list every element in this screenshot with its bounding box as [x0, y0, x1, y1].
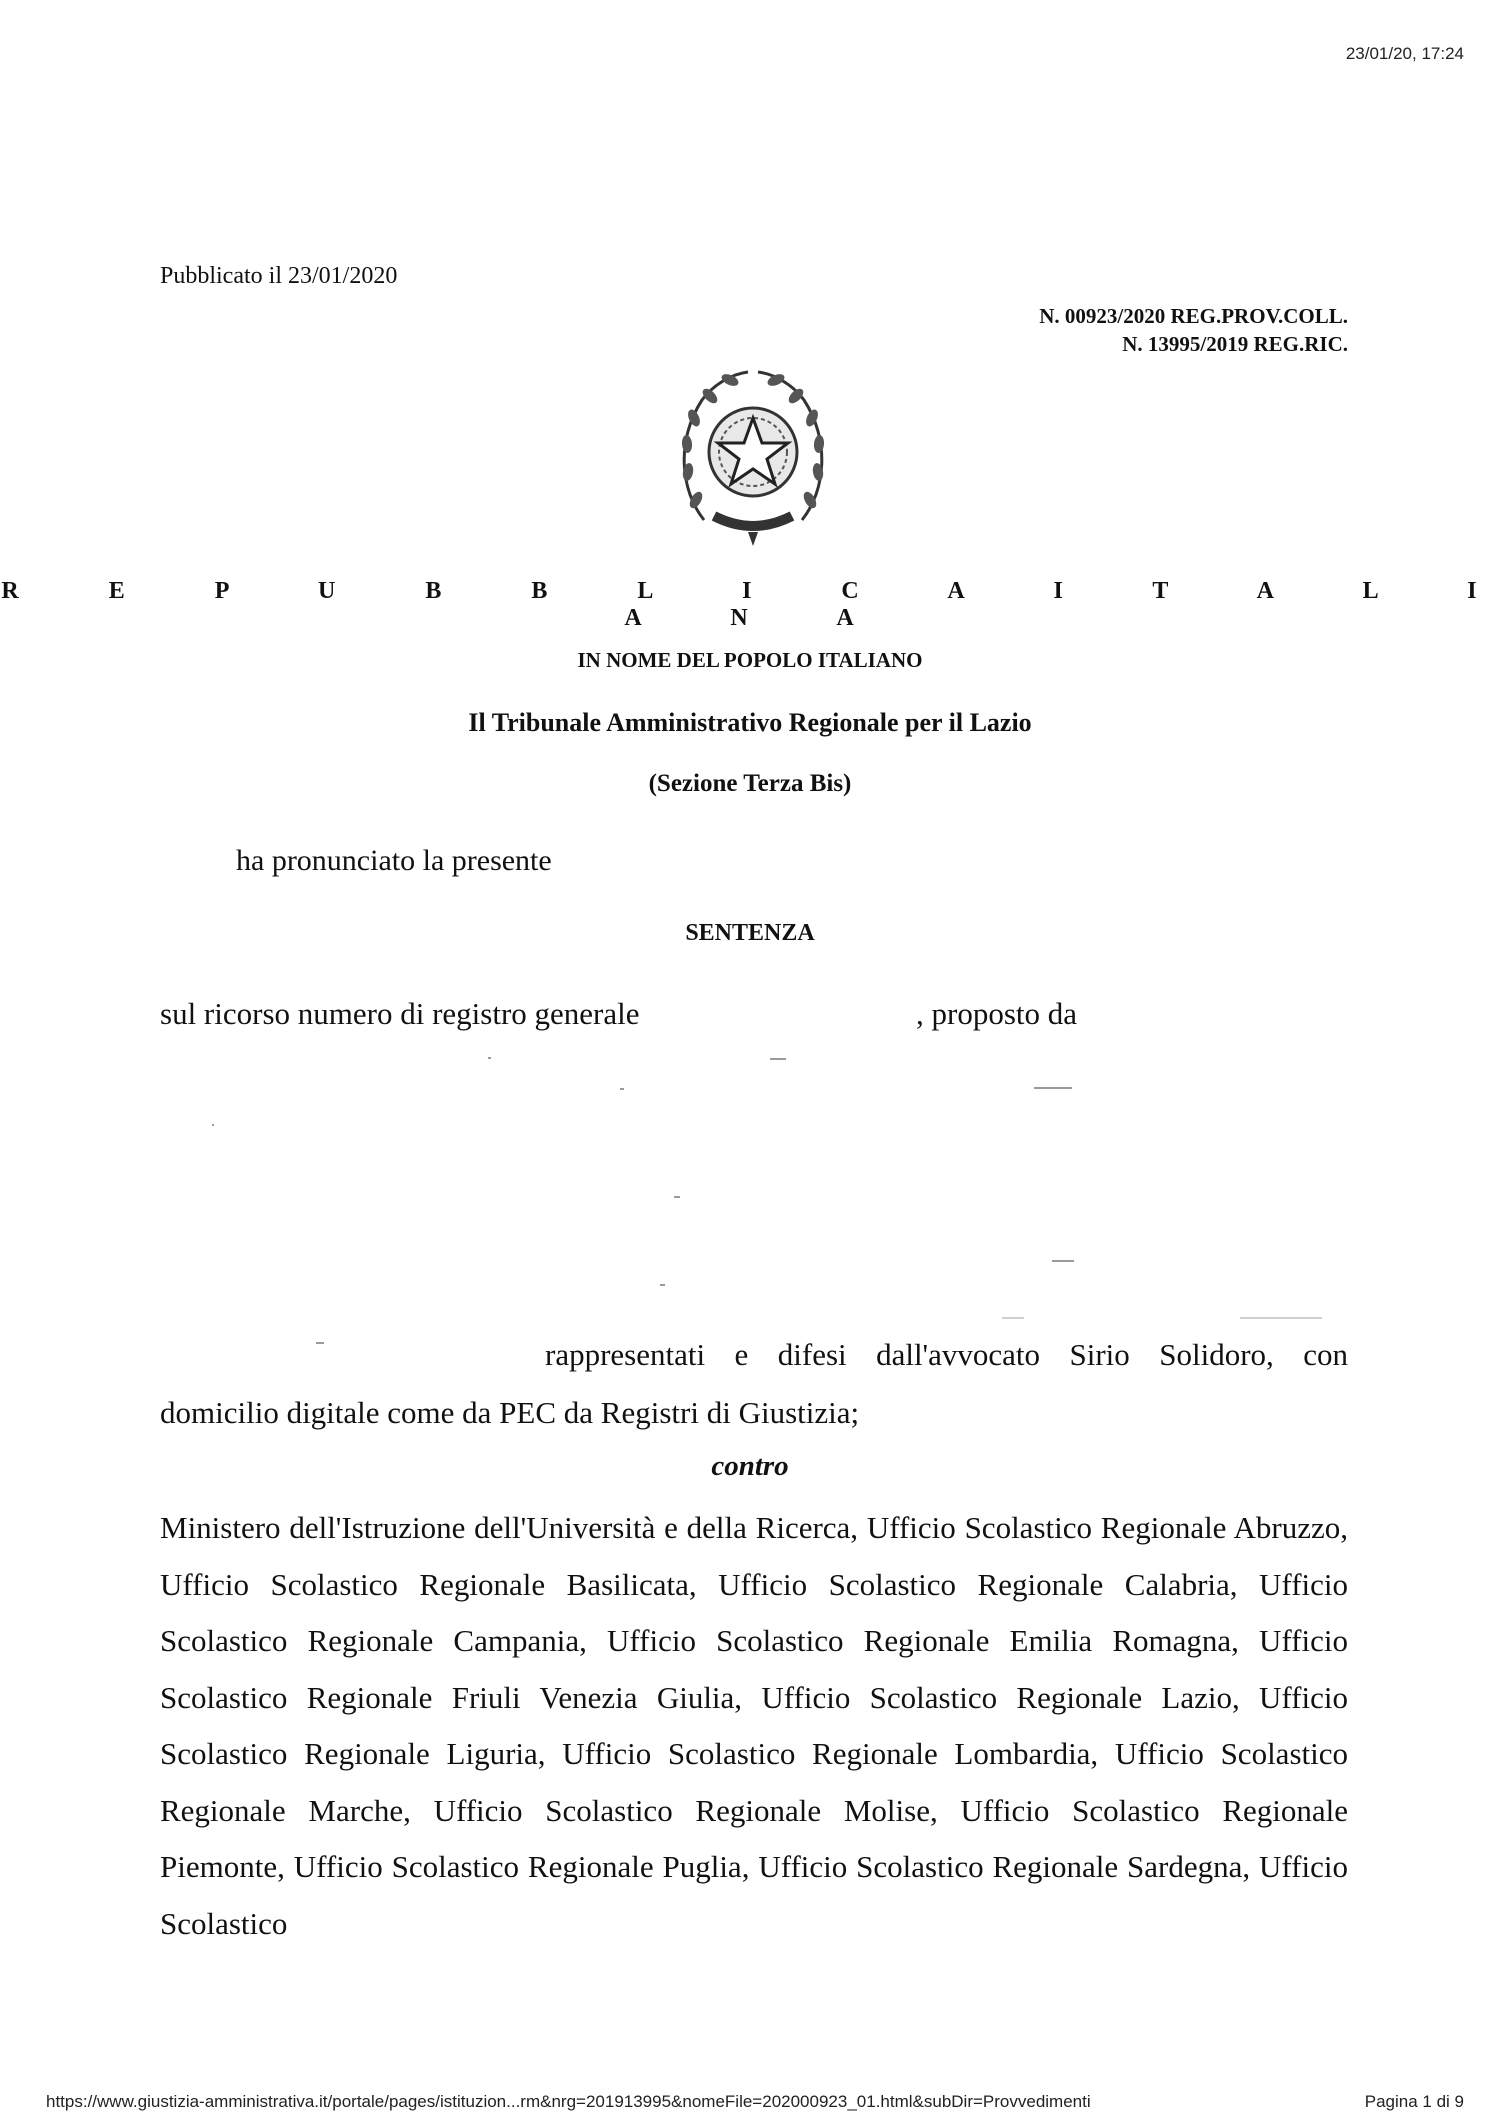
print-timestamp: 23/01/20, 17:24 — [1345, 44, 1464, 63]
redaction-speck — [1240, 1317, 1322, 1319]
repubblica-heading: R E P U B B L I C A I T A L I A N A — [1, 578, 1499, 631]
page-number: Pagina 1 di 9 — [1364, 2092, 1464, 2111]
reg-prov-coll: N. 00923/2020 REG.PROV.COLL. — [1039, 304, 1348, 328]
redaction-speck — [1034, 1087, 1072, 1089]
in-nome-heading: IN NOME DEL POPOLO ITALIANO — [577, 648, 923, 672]
footer-url: https://www.giustizia-amministrativa.it/portale/pages/istituzion...rm&nrg=201913995&nomeFile=202000923_01.html&subDir=Provvedimenti — [46, 2092, 1091, 2111]
redaction-speck — [212, 1124, 214, 1126]
registry-numbers — [1039, 302, 1348, 358]
contro-heading: contro — [711, 1450, 789, 1482]
redaction-speck — [770, 1058, 786, 1060]
pronouncement-line: ha pronunciato la presente — [236, 844, 552, 877]
redaction-speck — [620, 1088, 624, 1090]
redaction-speck — [674, 1196, 680, 1198]
sentenza-heading: SENTENZA — [685, 920, 815, 946]
redaction-speck — [488, 1057, 491, 1059]
redaction-speck — [1002, 1317, 1024, 1319]
court-name: Il Tribunale Amministrativo Regionale per il Lazio — [468, 708, 1032, 737]
proposto-da: , proposto da — [916, 996, 1078, 1031]
redaction-speck — [660, 1284, 665, 1286]
ricorso-label: sul ricorso numero di registro generale — [160, 996, 640, 1031]
publication-date: Pubblicato il 23/01/2020 — [160, 263, 398, 289]
counsel-line: rappresentati e difesi dall'avvocato Sirio Solidoro, con — [545, 1337, 1348, 1372]
redaction-speck — [316, 1342, 324, 1344]
domicile-line: domicilio digitale come da PEC da Registri di Giustizia; — [160, 1395, 860, 1430]
court-section: (Sezione Terza Bis) — [648, 770, 852, 797]
redaction-speck — [1052, 1260, 1074, 1262]
reg-ric: N. 13995/2019 REG.RIC. — [1122, 332, 1348, 356]
respondents-paragraph: Ministero dell'Istruzione dell'Università e della Ricerca, Ufficio Scolastico Regionale Abruzzo, Ufficio Scolastico Regionale Basilicata, Ufficio Scolastico Regionale Calabria, Ufficio Scolastico Regionale Campania, Ufficio Scolastico Regionale Emilia Romagna, Ufficio Scolastico Regionale Friuli Venezia Giulia, Ufficio Scolastico Regionale Lazio, Ufficio Scolastico Regionale Liguria, Ufficio Scolastico Regionale Lombardia, Ufficio Scolastico Regionale Marche, Ufficio Scolastico Regionale Molise, Ufficio Scolastico Regionale Piemonte, Ufficio Scolastico Regionale Puglia, Ufficio Scolastico Regionale Sardegna, Ufficio Scolastico — [160, 1510, 1348, 1941]
italian-republic-emblem-icon — [674, 360, 832, 550]
